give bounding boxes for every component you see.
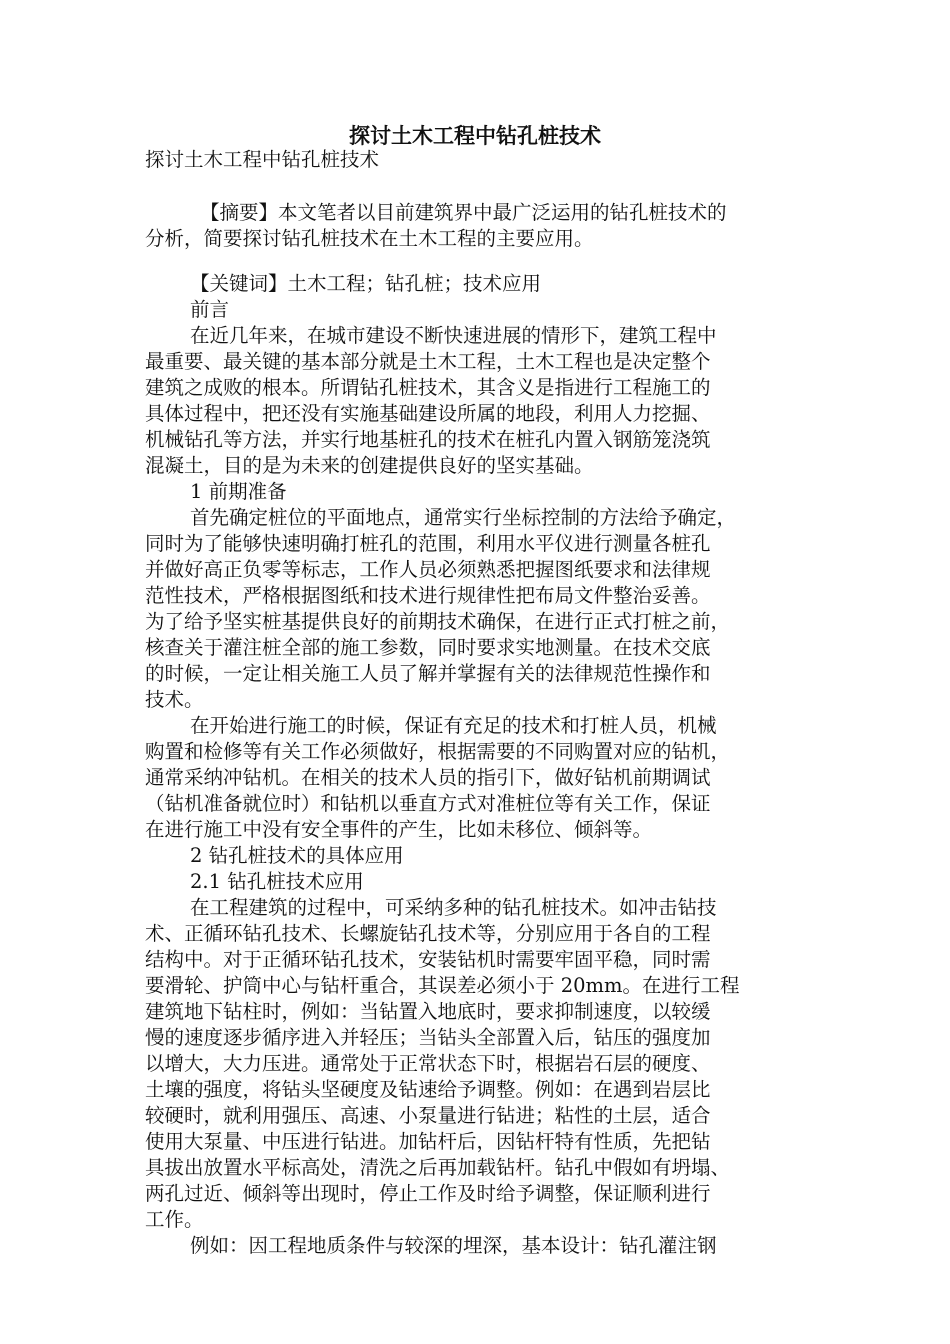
paragraph-line: 结构中。对于正循环钻孔技术，安装钻机时需要牢固平稳，同时需 bbox=[145, 948, 711, 971]
paragraph-line: 在近几年来，在城市建设不断快速进展的情形下，建筑工程中 bbox=[190, 324, 717, 347]
paragraph-line: 要滑轮、护筒中心与钻杆重合，其误差必须小于 20mm。在进行工程 bbox=[145, 974, 740, 997]
document-title: 探讨土木工程中钻孔桩技术 bbox=[349, 123, 601, 148]
abstract-line: 分析，简要探讨钻孔桩技术在土木工程的主要应用。 bbox=[145, 227, 594, 250]
paragraph-line: 在开始进行施工的时候，保证有充足的技术和打桩人员，机械 bbox=[190, 714, 717, 737]
paragraph-line: 核查关于灌注桩全部的施工参数，同时要求实地测量。在技术交底 bbox=[145, 636, 711, 659]
paragraph-line: 并做好高正负零等标志，工作人员必须熟悉把握图纸要求和法律规 bbox=[145, 558, 711, 581]
paragraph-line: 为了给予坚实桩基提供良好的前期技术确保，在进行正式打桩之前， bbox=[145, 610, 731, 633]
paragraph-line: 购置和检修等有关工作必须做好，根据需要的不同购置对应的钻机， bbox=[145, 740, 731, 763]
paragraph-line: 慢的速度逐步循序进入并轻压；当钻头全部置入后，钻压的强度加 bbox=[145, 1026, 711, 1049]
subtitle-line: 探讨土木工程中钻孔桩技术 bbox=[145, 148, 380, 171]
section-heading: 2 钻孔桩技术的具体应用 bbox=[190, 844, 404, 867]
paragraph-line: 具拔出放置水平标高处，清洗之后再加载钻杆。钻孔中假如有坍塌、 bbox=[145, 1156, 731, 1179]
section-heading: 前言 bbox=[190, 298, 230, 321]
paragraph-line: 两孔过近、倾斜等出现时，停止工作及时给予调整，保证顺利进行 bbox=[145, 1182, 711, 1205]
paragraph-line: 首先确定桩位的平面地点，通常实行坐标控制的方法给予确定， bbox=[190, 506, 737, 529]
paragraph-line: 在进行施工中没有安全事件的产生，比如未移位、倾斜等。 bbox=[145, 818, 653, 841]
paragraph-line: 技术。 bbox=[145, 688, 204, 711]
paragraph-line: 在工程建筑的过程中，可采纳多种的钻孔桩技术。如冲击钻技 bbox=[190, 896, 717, 919]
paragraph-line: 建筑地下钻柱时，例如：当钻置入地底时，要求抑制速度，以较缓 bbox=[145, 1000, 711, 1023]
paragraph-line: 较硬时，就利用强压、高速、小泵量进行钻进；粘性的土层，适合 bbox=[145, 1104, 711, 1127]
abstract-line: 【摘要】本文笔者以目前建筑界中最广泛运用的钻孔桩技术的 bbox=[200, 201, 727, 224]
paragraph-line: 术、正循环钻孔技术、长螺旋钻孔技术等，分别应用于各自的工程 bbox=[145, 922, 711, 945]
paragraph-line: 例如：因工程地质条件与较深的埋深，基本设计：钻孔灌注钢 bbox=[190, 1234, 717, 1257]
paragraph-line: 机械钻孔等方法，并实行地基桩孔的技术在桩孔内置入钢筋笼浇筑 bbox=[145, 428, 711, 451]
paragraph-line: 通常采纳冲钻机。在相关的技术人员的指引下，做好钻机前期调试 bbox=[145, 766, 711, 789]
paragraph-line: 混凝土，目的是为未来的创建提供良好的坚实基础。 bbox=[145, 454, 594, 477]
paragraph-line: 最重要、最关键的基本部分就是土木工程，土木工程也是决定整个 bbox=[145, 350, 711, 373]
subsection-heading: 2.1 钻孔桩技术应用 bbox=[190, 870, 364, 893]
paragraph-line: 同时为了能够快速明确打桩孔的范围，利用水平仪进行测量各桩孔 bbox=[145, 532, 711, 555]
paragraph-line: 工作。 bbox=[145, 1208, 204, 1231]
paragraph-line: 建筑之成败的根本。所谓钻孔桩技术，其含义是指进行工程施工的 bbox=[145, 376, 711, 399]
section-heading: 1 前期准备 bbox=[190, 480, 287, 503]
paragraph-line: 具体过程中，把还没有实施基础建设所属的地段，利用人力挖掘、 bbox=[145, 402, 711, 425]
paragraph-line: 的时候，一定让相关施工人员了解并掌握有关的法律规范性操作和 bbox=[145, 662, 711, 685]
keywords-line: 【关键词】土木工程；钻孔桩；技术应用 bbox=[190, 272, 542, 295]
paragraph-line: 使用大泵量、中压进行钻进。加钻杆后，因钻杆特有性质，先把钻 bbox=[145, 1130, 711, 1153]
paragraph-line: 以增大，大力压进。通常处于正常状态下时，根据岩石层的硬度、 bbox=[145, 1052, 711, 1075]
paragraph-line: 范性技术，严格根据图纸和技术进行规律性把布局文件整治妥善。 bbox=[145, 584, 711, 607]
paragraph-line: 土壤的强度，将钻头坚硬度及钻速给予调整。例如：在遇到岩层比 bbox=[145, 1078, 711, 1101]
paragraph-line: （钻机准备就位时）和钻机以垂直方式对准桩位等有关工作，保证 bbox=[145, 792, 711, 815]
